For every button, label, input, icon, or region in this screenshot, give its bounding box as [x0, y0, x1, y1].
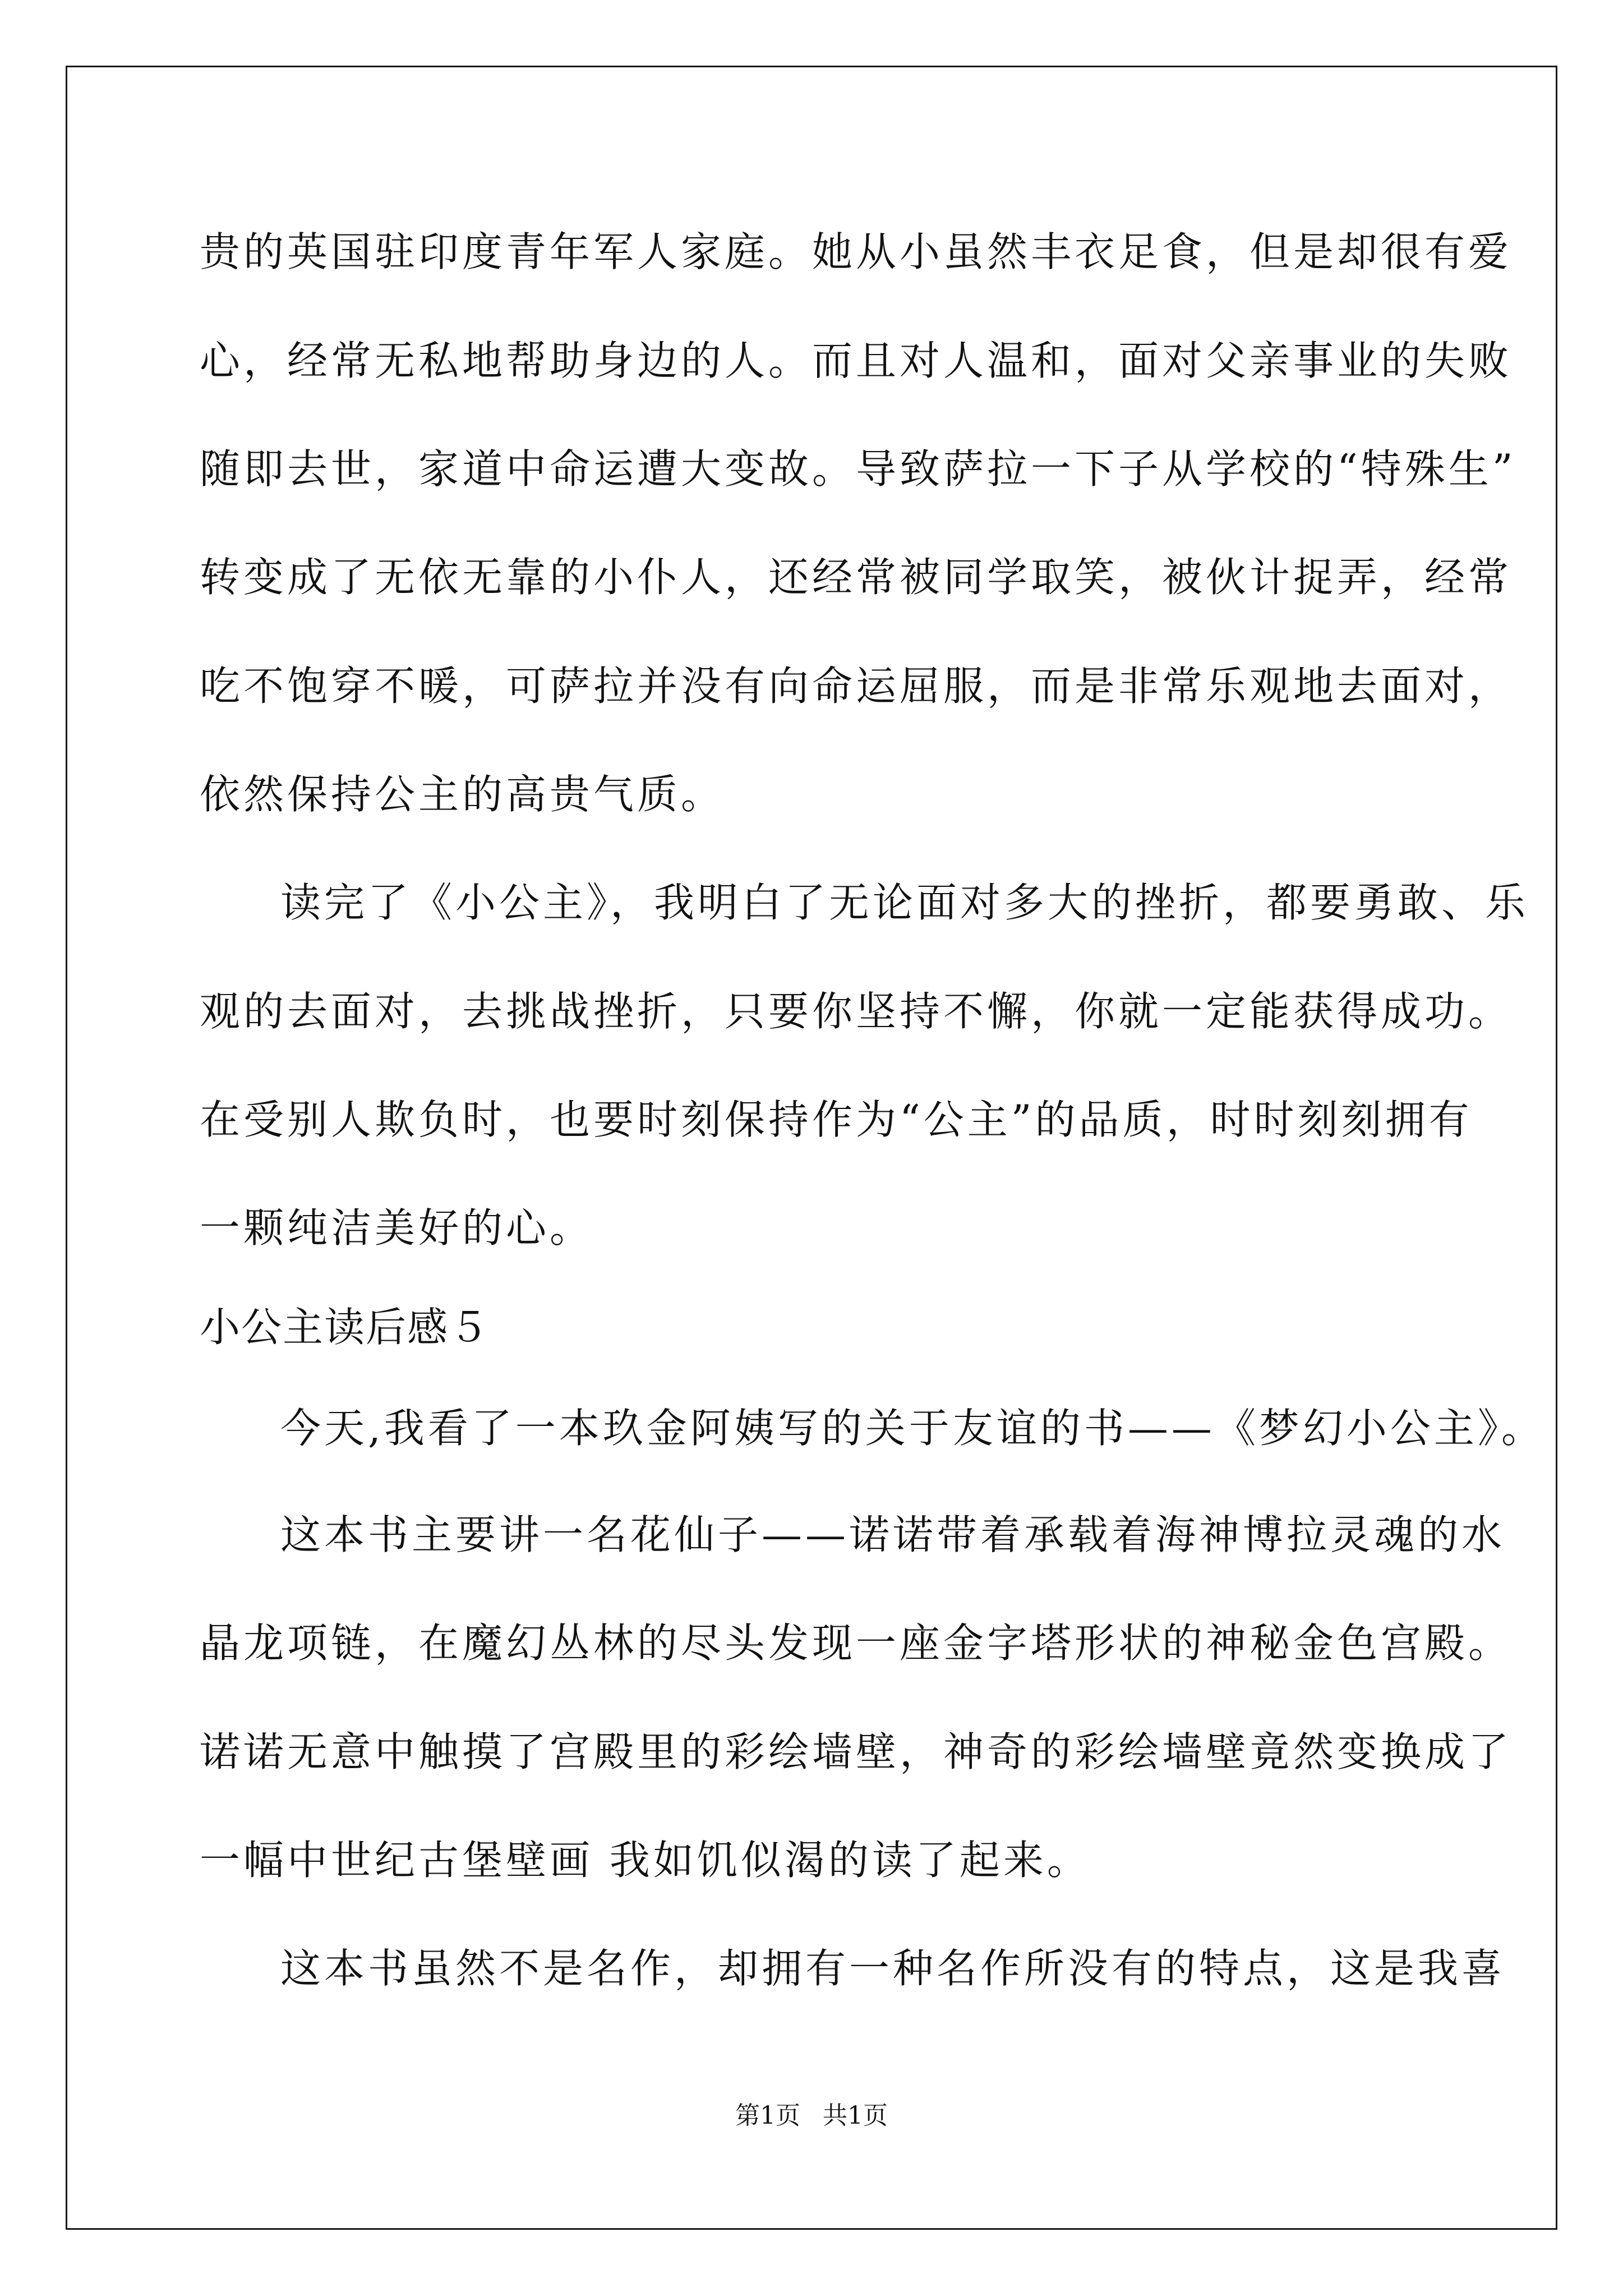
text-line: 一幅中世纪古堡壁画 我如饥似渴的读了起来。 [200, 1837, 1091, 1884]
text-line: 这本书虽然不是名作，却拥有一种名作所没有的特点，这是我喜 [280, 1945, 1506, 1992]
text-line: 读完了《小公主》，我明白了无论面对多大的挫折，都要勇敢、乐 [280, 879, 1529, 926]
page-footer [0, 2101, 1623, 2130]
text-line: 在受别人欺负时，也要时刻保持作为“公主”的品质，时时刻刻拥有 [200, 1096, 1473, 1143]
text-line: 转变成了无依无靠的小仆人，还经常被同学取笑，被伙计捉弄，经常 [200, 554, 1513, 601]
text-line: 晶龙项链，在魔幻丛林的尽头发现一座金字塔形状的神秘金色宫殿。 [200, 1619, 1513, 1667]
page-total: 共1页 [823, 2101, 888, 2130]
text-line: 吃不饱穿不暖，可萨拉并没有向命运屈服，而是非常乐观地去面对， [200, 662, 1513, 710]
text-line: 诺诺无意中触摸了宫殿里的彩绘墙壁，神奇的彩绘墙壁竟然变换成了 [200, 1728, 1513, 1775]
section-title: 小公主读后感５ [200, 1304, 491, 1351]
page-border [66, 66, 1557, 2230]
text-line: 今天,我看了一本玖金阿姨写的关于友谊的书——《梦幻小公主》。 [280, 1405, 1545, 1452]
text-line: 依然保持公主的高贵气质。 [200, 771, 725, 818]
text-line: 观的去面对，去挑战挫折，只要你坚持不懈，你就一定能获得成功。 [200, 988, 1513, 1035]
text-line: 一颗纯洁美好的心。 [200, 1204, 594, 1251]
text-line: 心，经常无私地帮助身边的人。而且对人温和，面对父亲事业的失败 [200, 337, 1513, 384]
text-line: 贵的英国驻印度青年军人家庭。她从小虽然丰衣足食，但是却很有爱 [200, 228, 1513, 275]
text-line: 随即去世，家道中命运遭大变故。导致萨拉一下子从学校的“特殊生” [200, 445, 1516, 493]
text-line: 这本书主要讲一名花仙子——诺诺带着承载着海神博拉灵魂的水 [280, 1511, 1506, 1558]
page-number: 第1页 [735, 2101, 800, 2130]
